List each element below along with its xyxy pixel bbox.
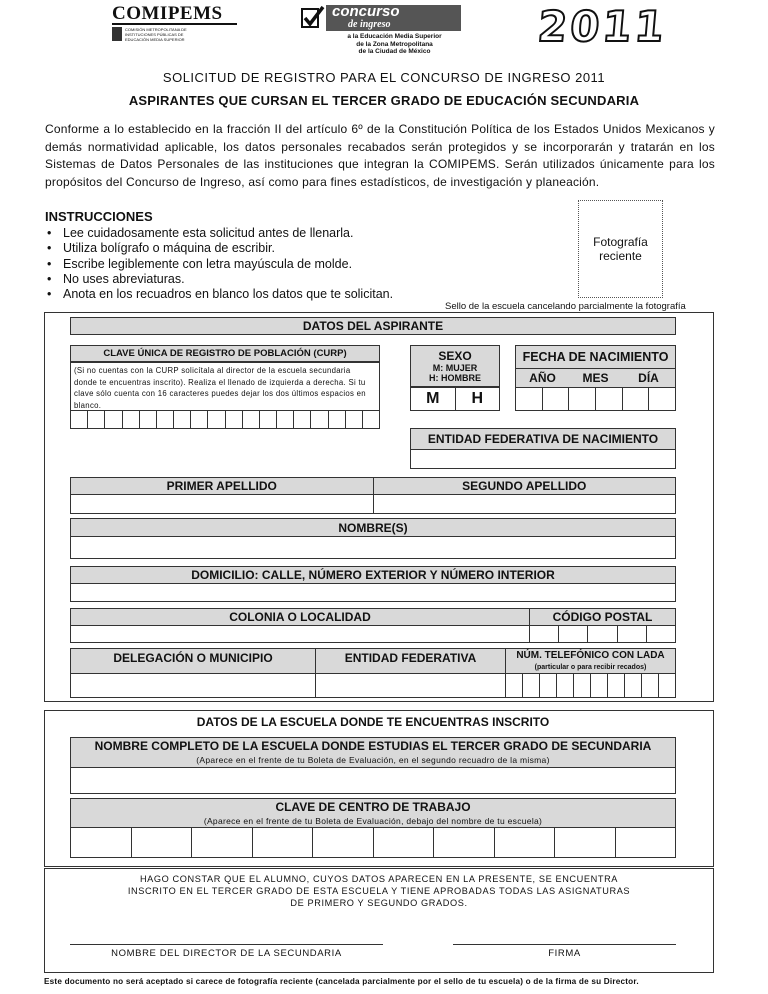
aspirante-heading: DATOS DEL ASPIRANTE bbox=[70, 317, 676, 335]
cp-label: CÓDIGO POSTAL bbox=[552, 610, 653, 624]
nombres-input[interactable] bbox=[70, 537, 676, 559]
privacy-notice: Conforme a lo establecido en la fracción II del artículo 6º de la Constitución Política de los Estados Unidos Mexicanos y demás normatividad aplicable, los datos personales recabados serán protegidos y se incorporarán y tratarán en los Sistemas de Datos Personales de las instituciones que integran la COMIPEMS. Serán utilizados únicamente para los propósitos del Concurso de Ingreso, así como para fines estadísticos, de investigación y planeación. bbox=[45, 122, 715, 189]
colonia-heads bbox=[70, 608, 676, 626]
photo-stamp-note: Sello de la escuela cancelando parcialmente la fotografía bbox=[445, 301, 686, 312]
firma-line[interactable] bbox=[453, 944, 676, 945]
instructions-list bbox=[45, 226, 465, 302]
footer-note: Este documento no será aceptado si carece de fotografía reciente (cancelada parcialmente por el sello de tu escuela) o de la firma de su Director. bbox=[44, 977, 639, 986]
delegacion-heads bbox=[70, 648, 676, 674]
checkmark-icon bbox=[300, 5, 326, 31]
director-signature-line[interactable] bbox=[70, 944, 383, 945]
escuela-nombre-input[interactable] bbox=[70, 768, 676, 794]
escuela-heading: DATOS DE LA ESCUELA DONDE TE ENCUENTRAS INSCRITO bbox=[70, 713, 676, 731]
escuela-nombre-label: NOMBRE COMPLETO DE LA ESCUELA DONDE ESTUDIAS EL TERCER GRADO DE SECUNDARIA (Aparece en el frente de tu Boleta de Evaluación, en el segundo recuadro de la misma) bbox=[70, 737, 676, 768]
concurso-logo-word: concurso bbox=[332, 3, 400, 20]
entidad-nacimiento-label: ENTIDAD FEDERATIVA DE NACIMIENTO bbox=[410, 428, 676, 450]
delegacion-input[interactable] bbox=[70, 674, 676, 698]
apellidos-heads bbox=[70, 477, 676, 495]
colonia-cp-input[interactable] bbox=[70, 626, 676, 643]
director-label: NOMBRE DEL DIRECTOR DE LA SECUNDARIA bbox=[111, 948, 342, 959]
list-item: • No uses abreviaturas. bbox=[45, 272, 465, 287]
clave-ct-label: CLAVE DE CENTRO DE TRABAJO (Aparece en el frente de tu Boleta de Evaluación, debajo del nombre de tu escuela) bbox=[70, 798, 676, 828]
fecha-mes-label: MES bbox=[582, 371, 609, 385]
sexo-option-m[interactable]: M bbox=[411, 388, 456, 410]
clave-ct-input-grid[interactable] bbox=[70, 828, 676, 858]
photo-box[interactable] bbox=[578, 200, 663, 298]
fecha-dia-label: DÍA bbox=[638, 371, 659, 385]
sexo-option-h[interactable]: H bbox=[471, 390, 484, 407]
fecha-subheads bbox=[515, 369, 676, 388]
comipems-logo: COMIPEMS COMISIÓN METROPOLITANA DE INSTITUCIONES PÚBLICAS DE EDUCACIÓN MEDIA SUPERIOR bbox=[112, 5, 237, 43]
sexo-options bbox=[410, 387, 500, 411]
entidad-label: ENTIDAD FEDERATIVA bbox=[316, 649, 506, 673]
curp-input-grid[interactable] bbox=[70, 411, 380, 429]
instructions-heading: INSTRUCCIONES bbox=[45, 209, 153, 224]
apellidos-input[interactable] bbox=[70, 495, 676, 514]
year-logo: 2011 bbox=[535, 2, 670, 51]
constancia-text: HAGO CONSTAR QUE EL ALUMNO, CUYOS DATOS APARECEN EN LA PRESENTE, SE ENCUENTRA INSCRITO EN EL TERCER GRADO DE ESTA ESCUELA Y TIENE APROBADAS TODAS LAS ASIGNATURAS DE PRIMERO Y SEGUNDO GRADOS. bbox=[127, 874, 631, 908]
list-item: • Escribe legiblemente con letra mayúscula de molde. bbox=[45, 257, 465, 272]
colonia-label: COLONIA O LOCALIDAD bbox=[71, 609, 530, 625]
comipems-logo-text: COMIPEMS bbox=[112, 5, 237, 25]
curp-label: CLAVE ÚNICA DE REGISTRO DE POBLACIÓN (CURP) bbox=[70, 345, 380, 362]
list-item: • Anota en los recuadros en blanco los datos que te solicitan. bbox=[45, 287, 465, 302]
segundo-apellido-label: SEGUNDO APELLIDO bbox=[462, 479, 587, 493]
sexo-label: SEXO M: MUJER H: HOMBRE bbox=[410, 345, 500, 387]
list-item: • Lee cuidadosamente esta solicitud antes de llenarla. bbox=[45, 226, 465, 241]
domicilio-input[interactable] bbox=[70, 584, 676, 602]
domicilio-label: DOMICILIO: CALLE, NÚMERO EXTERIOR Y NÚMERO INTERIOR bbox=[70, 566, 676, 584]
nombres-label: NOMBRE(S) bbox=[70, 518, 676, 537]
primer-apellido-label: PRIMER APELLIDO bbox=[71, 478, 374, 494]
page-title: SOLICITUD DE REGISTRO PARA EL CONCURSO DE INGRESO 2011 bbox=[162, 70, 606, 85]
photo-label: Fotografía reciente bbox=[593, 235, 648, 263]
fecha-input-grid[interactable] bbox=[515, 388, 676, 411]
curp-note: (Si no cuentas con la CURP solicítala al director de la escuela secundaria donde te encuentras inscrito). Realiza el llenado de izquierda a derecha. Si tu clave sólo cuenta con 16 caracteres puedes dejar los dos últimos espacios en blanco. bbox=[70, 362, 380, 411]
telefono-note: (particular o para recibir recados) bbox=[534, 664, 647, 671]
concurso-logo: concurso de ingreso a la Educación Media Superior de la Zona Metropolitana de la Ciudad de México bbox=[300, 5, 465, 63]
telefono-label: NÚM. TELEFÓNICO CON LADA bbox=[516, 650, 665, 661]
comipems-emblem-icon bbox=[112, 27, 122, 41]
entidad-nacimiento-input[interactable] bbox=[410, 450, 676, 469]
page-subtitle: ASPIRANTES QUE CURSAN EL TERCER GRADO DE EDUCACIÓN SECUNDARIA bbox=[128, 93, 640, 108]
list-item: • Utiliza bolígrafo o máquina de escribir. bbox=[45, 241, 465, 256]
firma-label: FIRMA bbox=[548, 948, 581, 959]
fecha-anio-label: AÑO bbox=[529, 371, 556, 385]
delegacion-label: DELEGACIÓN O MUNICIPIO bbox=[71, 649, 316, 673]
fecha-label: FECHA DE NACIMIENTO bbox=[515, 345, 676, 369]
